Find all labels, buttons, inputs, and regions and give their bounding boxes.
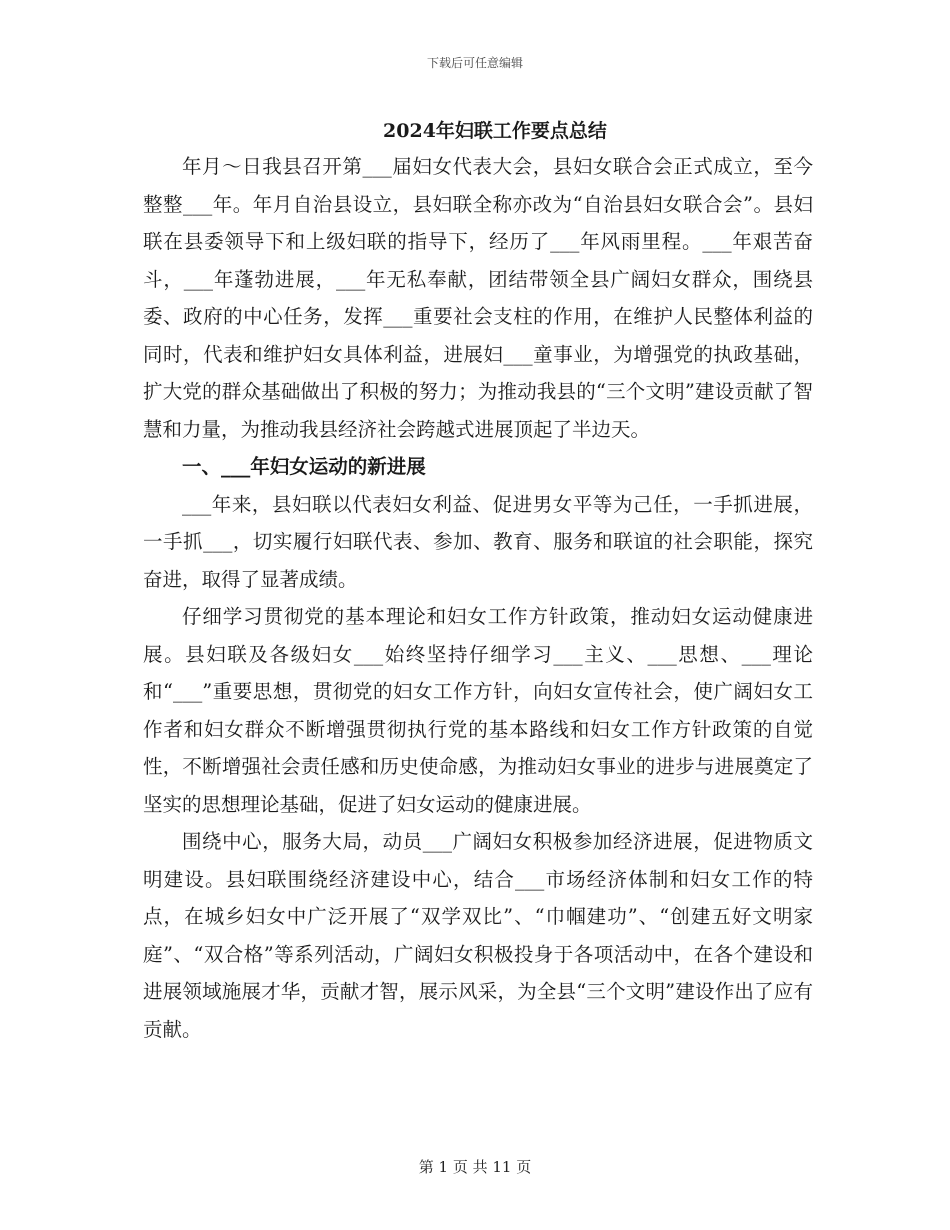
header-note: 下载后可任意编辑 bbox=[426, 56, 523, 70]
paragraph-study: 仔细学习贯彻党的基本理论和妇女工作方针政策，推动妇女运动健康进展。县妇联及各级妇女___始终坚持仔细学习___主义、___思想、___理论和“___”重要思想，贯彻党的妇女工作方针，向妇女宣传社会，使广阔妇女工作者和妇女群众不断增强贯彻执行党的基本路线和妇女工作方针政策的自觉性，不断增强社会责任感和历史使命感，为推动妇女事业的进步与进展奠定了坚实的思想理论基础，促进了妇女运动的健康进展。 bbox=[143, 605, 813, 816]
document-body bbox=[143, 148, 813, 1048]
paragraph-overview: ___年来，县妇联以代表妇女利益、促进男女平等为己任，一手抓进展，一手抓___，切实履行妇联代表、参加、教育、服务和联谊的社会职能，探究奋进，取得了显著成绩。 bbox=[143, 492, 813, 591]
paragraph-intro: 年月～日我县召开第___届妇女代表大会，县妇女联合会正式成立，至今整整___年。年月自治县设立，县妇联全称亦改为“自治县妇女联合会”。县妇联在县委领导下和上级妇联的指导下，经历了___年风雨里程。___年艰苦奋斗，___年蓬勃进展，___年无私奉献，团结带领全县广阔妇女群众，围绕县委、政府的中心任务，发挥___重要社会支柱的作用，在维护人民整体利益的同时，代表和维护妇女具体利益，进展妇___童事业，为增强党的执政基础，扩大党的群众基础做出了积极的努力；为推动我县的“三个文明”建设贡献了智慧和力量，为推动我县经济社会跨越式进展顶起了半边天。 bbox=[143, 155, 813, 441]
paragraph-economy: 围绕中心，服务大局，动员___广阔妇女积极参加经济进展，促进物质文明建设。县妇联围绕经济建设中心，结合___市场经济体制和妇女工作的特点，在城乡妇女中广泛开展了“双学双比”、“巾帼建功”、“创建五好文明家庭”、“双合格”等系列活动，广阔妇女积极投身于各项活动中，在各个建设和进展领域施展才华，贡献才智，展示风采，为全县“三个文明”建设作出了应有贡献。 bbox=[143, 830, 813, 1041]
document-title: 2024年妇联工作要点总结 bbox=[383, 120, 607, 142]
page-number: 第 1 页 共 11 页 bbox=[418, 1158, 532, 1176]
section-heading: 一、___年妇女运动的新进展 bbox=[182, 455, 426, 478]
